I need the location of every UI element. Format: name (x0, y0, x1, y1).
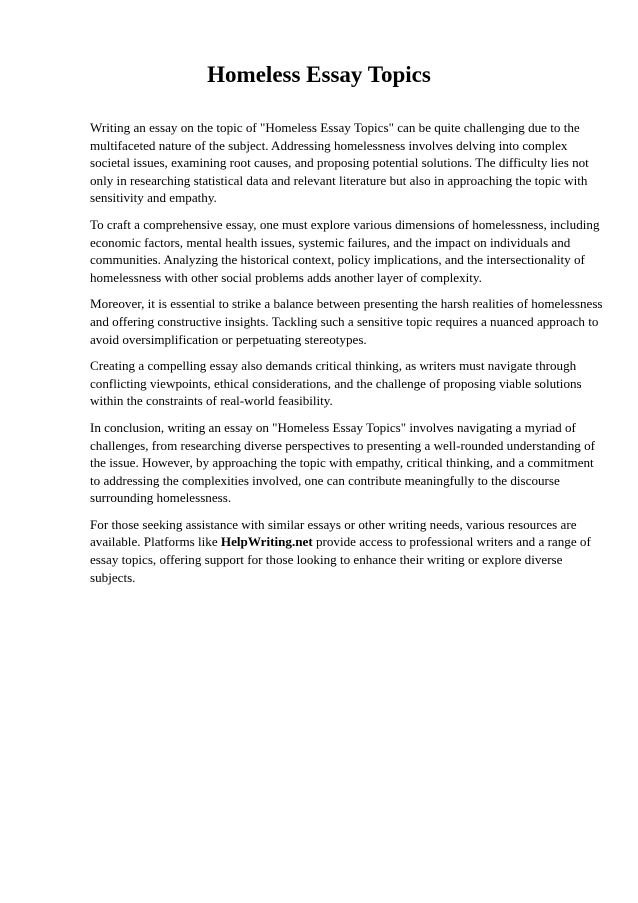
document-body (90, 119, 604, 595)
brand-name: HelpWriting.net (220, 534, 313, 550)
paragraph-resources (90, 516, 604, 586)
document-title: Homeless Essay Topics (207, 62, 431, 87)
paragraph-intro: Writing an essay on the topic of "Homeless Essay Topics" can be quite challenging due to the multifaceted nature of the subject. Addressing homelessness involves delving into complex societal issues, examining root causes, and proposing potential solutions. The difficulty lies not only in researching statistical data and relevant literature but also in approaching the topic with sensitivity and empathy. (90, 120, 589, 206)
resources-text-before: For those seeking assistance with similar essays or other writing needs, various resources are available. Platforms like (90, 516, 577, 550)
paragraph-dimensions: To craft a comprehensive essay, one must explore various dimensions of homelessness, including economic factors, mental health issues, systemic failures, and the impact on individuals and communities. Analyzing the historical context, policy implications, and the intersectionality of homelessness with other social problems adds another layer of complexity. (90, 216, 600, 285)
resources-text-after: provide access to professional writers and a range of essay topics, offering support for those looking to enhance their writing or explore diverse subjects. (90, 534, 591, 585)
paragraph-balance: Moreover, it is essential to strike a balance between presenting the harsh realities of homelessness and offering constructive insights. Tackling such a sensitive topic requires a nuanced approach to avoid oversimplification or perpetuating stereotypes. (90, 296, 603, 347)
paragraph-critical-thinking: Creating a compelling essay also demands critical thinking, as writers must navigate through conflicting viewpoints, ethical considerations, and the challenge of proposing viable solutions within the constraints of real-world feasibility. (90, 358, 582, 409)
paragraph-conclusion: In conclusion, writing an essay on "Homeless Essay Topics" involves navigating a myriad of challenges, from researching diverse perspectives to presenting a well-rounded understanding of the issue. However, by approaching the topic with empathy, critical thinking, and a commitment to addressing the complexities involved, one can contribute meaningfully to the discourse surrounding homelessness. (90, 419, 596, 506)
